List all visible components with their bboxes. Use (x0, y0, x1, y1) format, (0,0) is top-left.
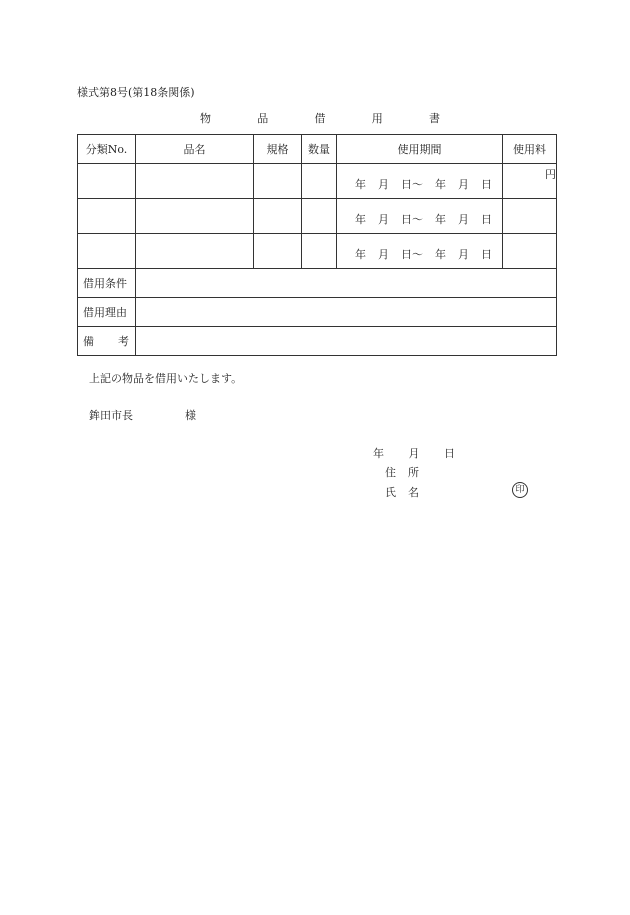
document-title (200, 110, 440, 126)
period-token: 年 (435, 213, 446, 226)
period-token: 日 (481, 213, 492, 226)
address-line[interactable] (385, 464, 419, 480)
period-cell[interactable] (337, 199, 503, 234)
period-token: 年 (355, 248, 366, 261)
period-token: 月 (378, 248, 389, 261)
loan-form-table (77, 134, 557, 356)
quantity-cell[interactable] (302, 164, 337, 199)
table-row (78, 234, 557, 269)
table-row (78, 199, 557, 234)
name-label-char: 氏 (385, 486, 396, 499)
title-char: 借 (314, 112, 326, 125)
period-token: 年 (355, 213, 366, 226)
reason-label: 借用理由 (78, 298, 136, 327)
spec-cell[interactable] (254, 164, 302, 199)
item-name-cell[interactable] (136, 164, 254, 199)
addressee (89, 407, 196, 423)
category-no-cell[interactable] (78, 199, 136, 234)
date-token: 月 (408, 447, 420, 460)
addressee-honorific: 様 (185, 409, 196, 422)
header-fee: 使用料 (503, 135, 557, 164)
period-token: 月 (458, 248, 469, 261)
title-char: 用 (371, 112, 383, 125)
period-token: 年 (355, 178, 366, 191)
period-token: 月 (458, 213, 469, 226)
remarks-label-char: 考 (118, 335, 129, 348)
address-label-char: 住 (385, 466, 396, 479)
date-token: 年 (373, 447, 384, 460)
header-quantity: 数量 (302, 135, 337, 164)
remarks-label (78, 327, 136, 356)
table-row (78, 164, 557, 199)
period-token: 月 (378, 178, 389, 191)
loan-statement: 上記の物品を借用いたします。 (89, 372, 243, 385)
table-header-row (78, 135, 557, 164)
item-name-cell[interactable] (136, 234, 254, 269)
date-line[interactable] (373, 445, 455, 461)
item-name-cell[interactable] (136, 199, 254, 234)
period-token: 日 (481, 248, 492, 261)
header-item-name: 品名 (136, 135, 254, 164)
fee-cell[interactable] (503, 199, 557, 234)
conditions-label: 借用条件 (78, 269, 136, 298)
header-spec: 規格 (254, 135, 302, 164)
period-token: 年 (435, 178, 446, 191)
category-no-cell[interactable] (78, 164, 136, 199)
reason-row (78, 298, 557, 327)
name-label-char: 名 (408, 486, 419, 499)
remarks-row (78, 327, 557, 356)
spec-cell[interactable] (254, 199, 302, 234)
header-period: 使用期間 (337, 135, 503, 164)
reason-field[interactable] (136, 298, 557, 327)
date-token: 日 (444, 447, 455, 460)
title-char: 物 (200, 112, 211, 125)
category-no-cell[interactable] (78, 234, 136, 269)
fee-cell[interactable] (503, 164, 557, 199)
address-label-char: 所 (408, 466, 419, 479)
header-category-no: 分類No. (78, 135, 136, 164)
fee-unit-label: 円 (545, 168, 556, 181)
title-char: 品 (257, 112, 269, 125)
remarks-field[interactable] (136, 327, 557, 356)
period-token: 日〜 (401, 248, 423, 261)
seal-mark: 印 (512, 482, 528, 498)
form-number-label: 様式第8号(第18条関係) (77, 86, 195, 99)
period-token: 日〜 (401, 213, 423, 226)
spec-cell[interactable] (254, 234, 302, 269)
period-token: 日〜 (401, 178, 423, 191)
period-token: 日 (481, 178, 492, 191)
name-line[interactable] (385, 484, 419, 500)
period-token: 月 (378, 213, 389, 226)
addressee-name: 鉾田市長 (89, 409, 133, 422)
remarks-label-char: 備 (83, 335, 94, 348)
quantity-cell[interactable] (302, 234, 337, 269)
period-cell[interactable] (337, 164, 503, 199)
conditions-field[interactable] (136, 269, 557, 298)
quantity-cell[interactable] (302, 199, 337, 234)
period-cell[interactable] (337, 234, 503, 269)
title-char: 書 (429, 112, 440, 125)
fee-cell[interactable] (503, 234, 557, 269)
period-token: 月 (458, 178, 469, 191)
period-token: 年 (435, 248, 446, 261)
conditions-row (78, 269, 557, 298)
